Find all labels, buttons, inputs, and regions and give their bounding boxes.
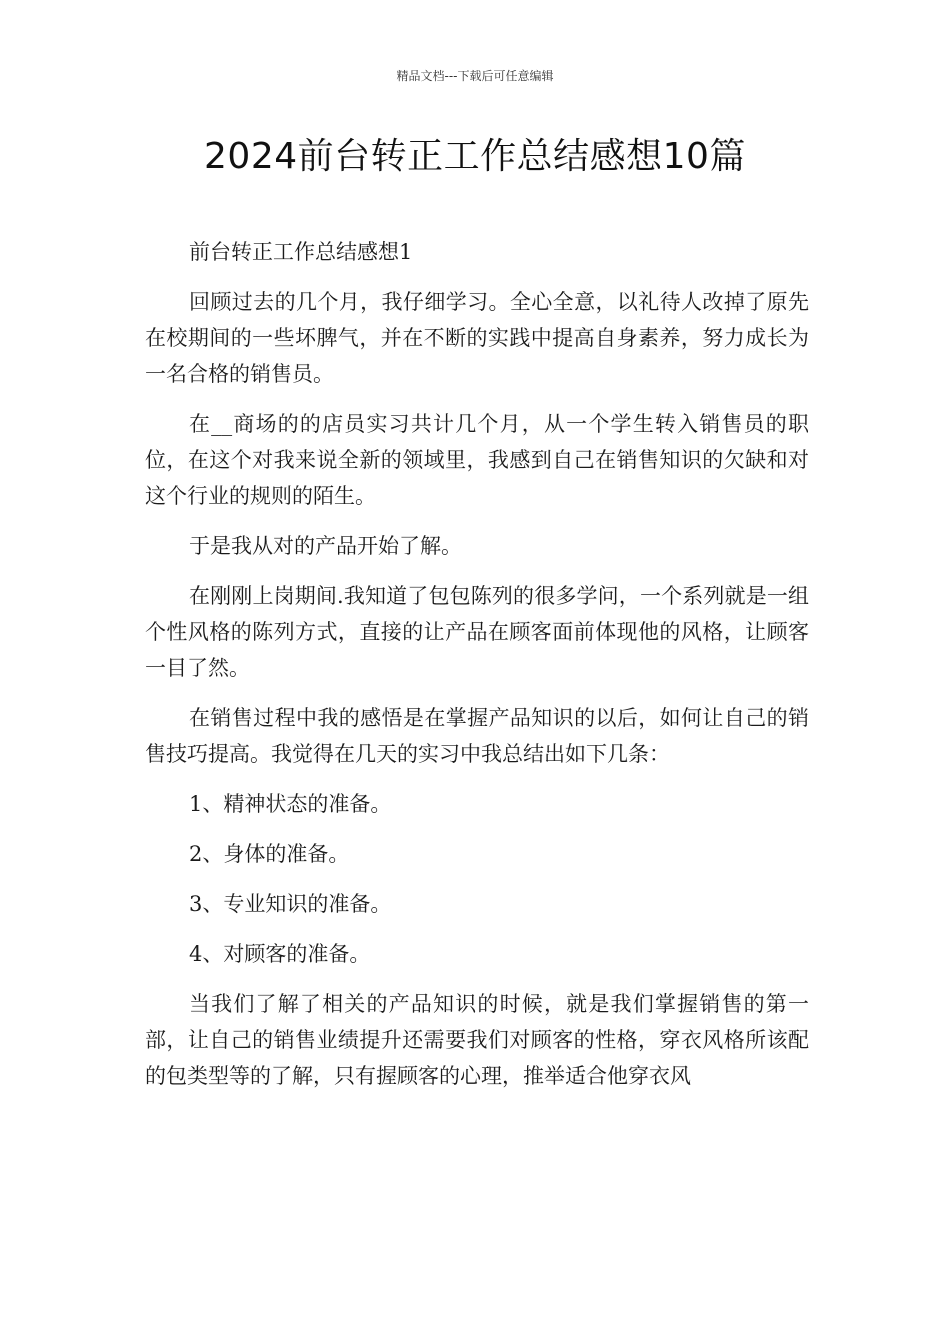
header-note: 精品文档---下载后可任意编辑 [396,69,554,83]
paragraph: 在__商场的的店员实习共计几个月，从一个学生转入销售员的职位，在这个对我来说全新的领域里，我感到自己在销售知识的欠缺和对这个行业的规则的陌生。 [145,412,809,508]
paragraph: 回顾过去的几个月，我仔细学习。全心全意，以礼待人改掉了原先在校期间的一些坏脾气，并在不断的实践中提高自身素养，努力成长为一名合格的销售员。 [145,290,809,386]
list-item: 3、专业知识的准备。 [189,892,392,916]
document-body [145,234,809,1094]
paragraph: 在销售过程中我的感悟是在掌握产品知识的以后，如何让自己的销售技巧提高。我觉得在几天的实习中我总结出如下几条： [145,706,809,766]
paragraph: 于是我从对的产品开始了解。 [189,534,462,558]
section-heading: 前台转正工作总结感想1 [189,240,413,264]
paragraph: 当我们了解了相关的产品知识的时候，就是我们掌握销售的第一部，让自己的销售业绩提升还需要我们对顾客的性格，穿衣风格所该配的包类型等的了解，只有握顾客的心理，推举适合他穿衣风 [145,992,809,1088]
document-title: 2024前台转正工作总结感想10篇 [204,136,746,177]
list-item: 2、身体的准备。 [189,842,350,866]
list-item: 4、对顾客的准备。 [189,942,371,966]
list-item: 1、精神状态的准备。 [189,792,392,816]
paragraph: 在刚刚上岗期间.我知道了包包陈列的很多学问，一个系列就是一组个性风格的陈列方式，直接的让产品在顾客面前体现他的风格，让顾客一目了然。 [145,584,809,680]
